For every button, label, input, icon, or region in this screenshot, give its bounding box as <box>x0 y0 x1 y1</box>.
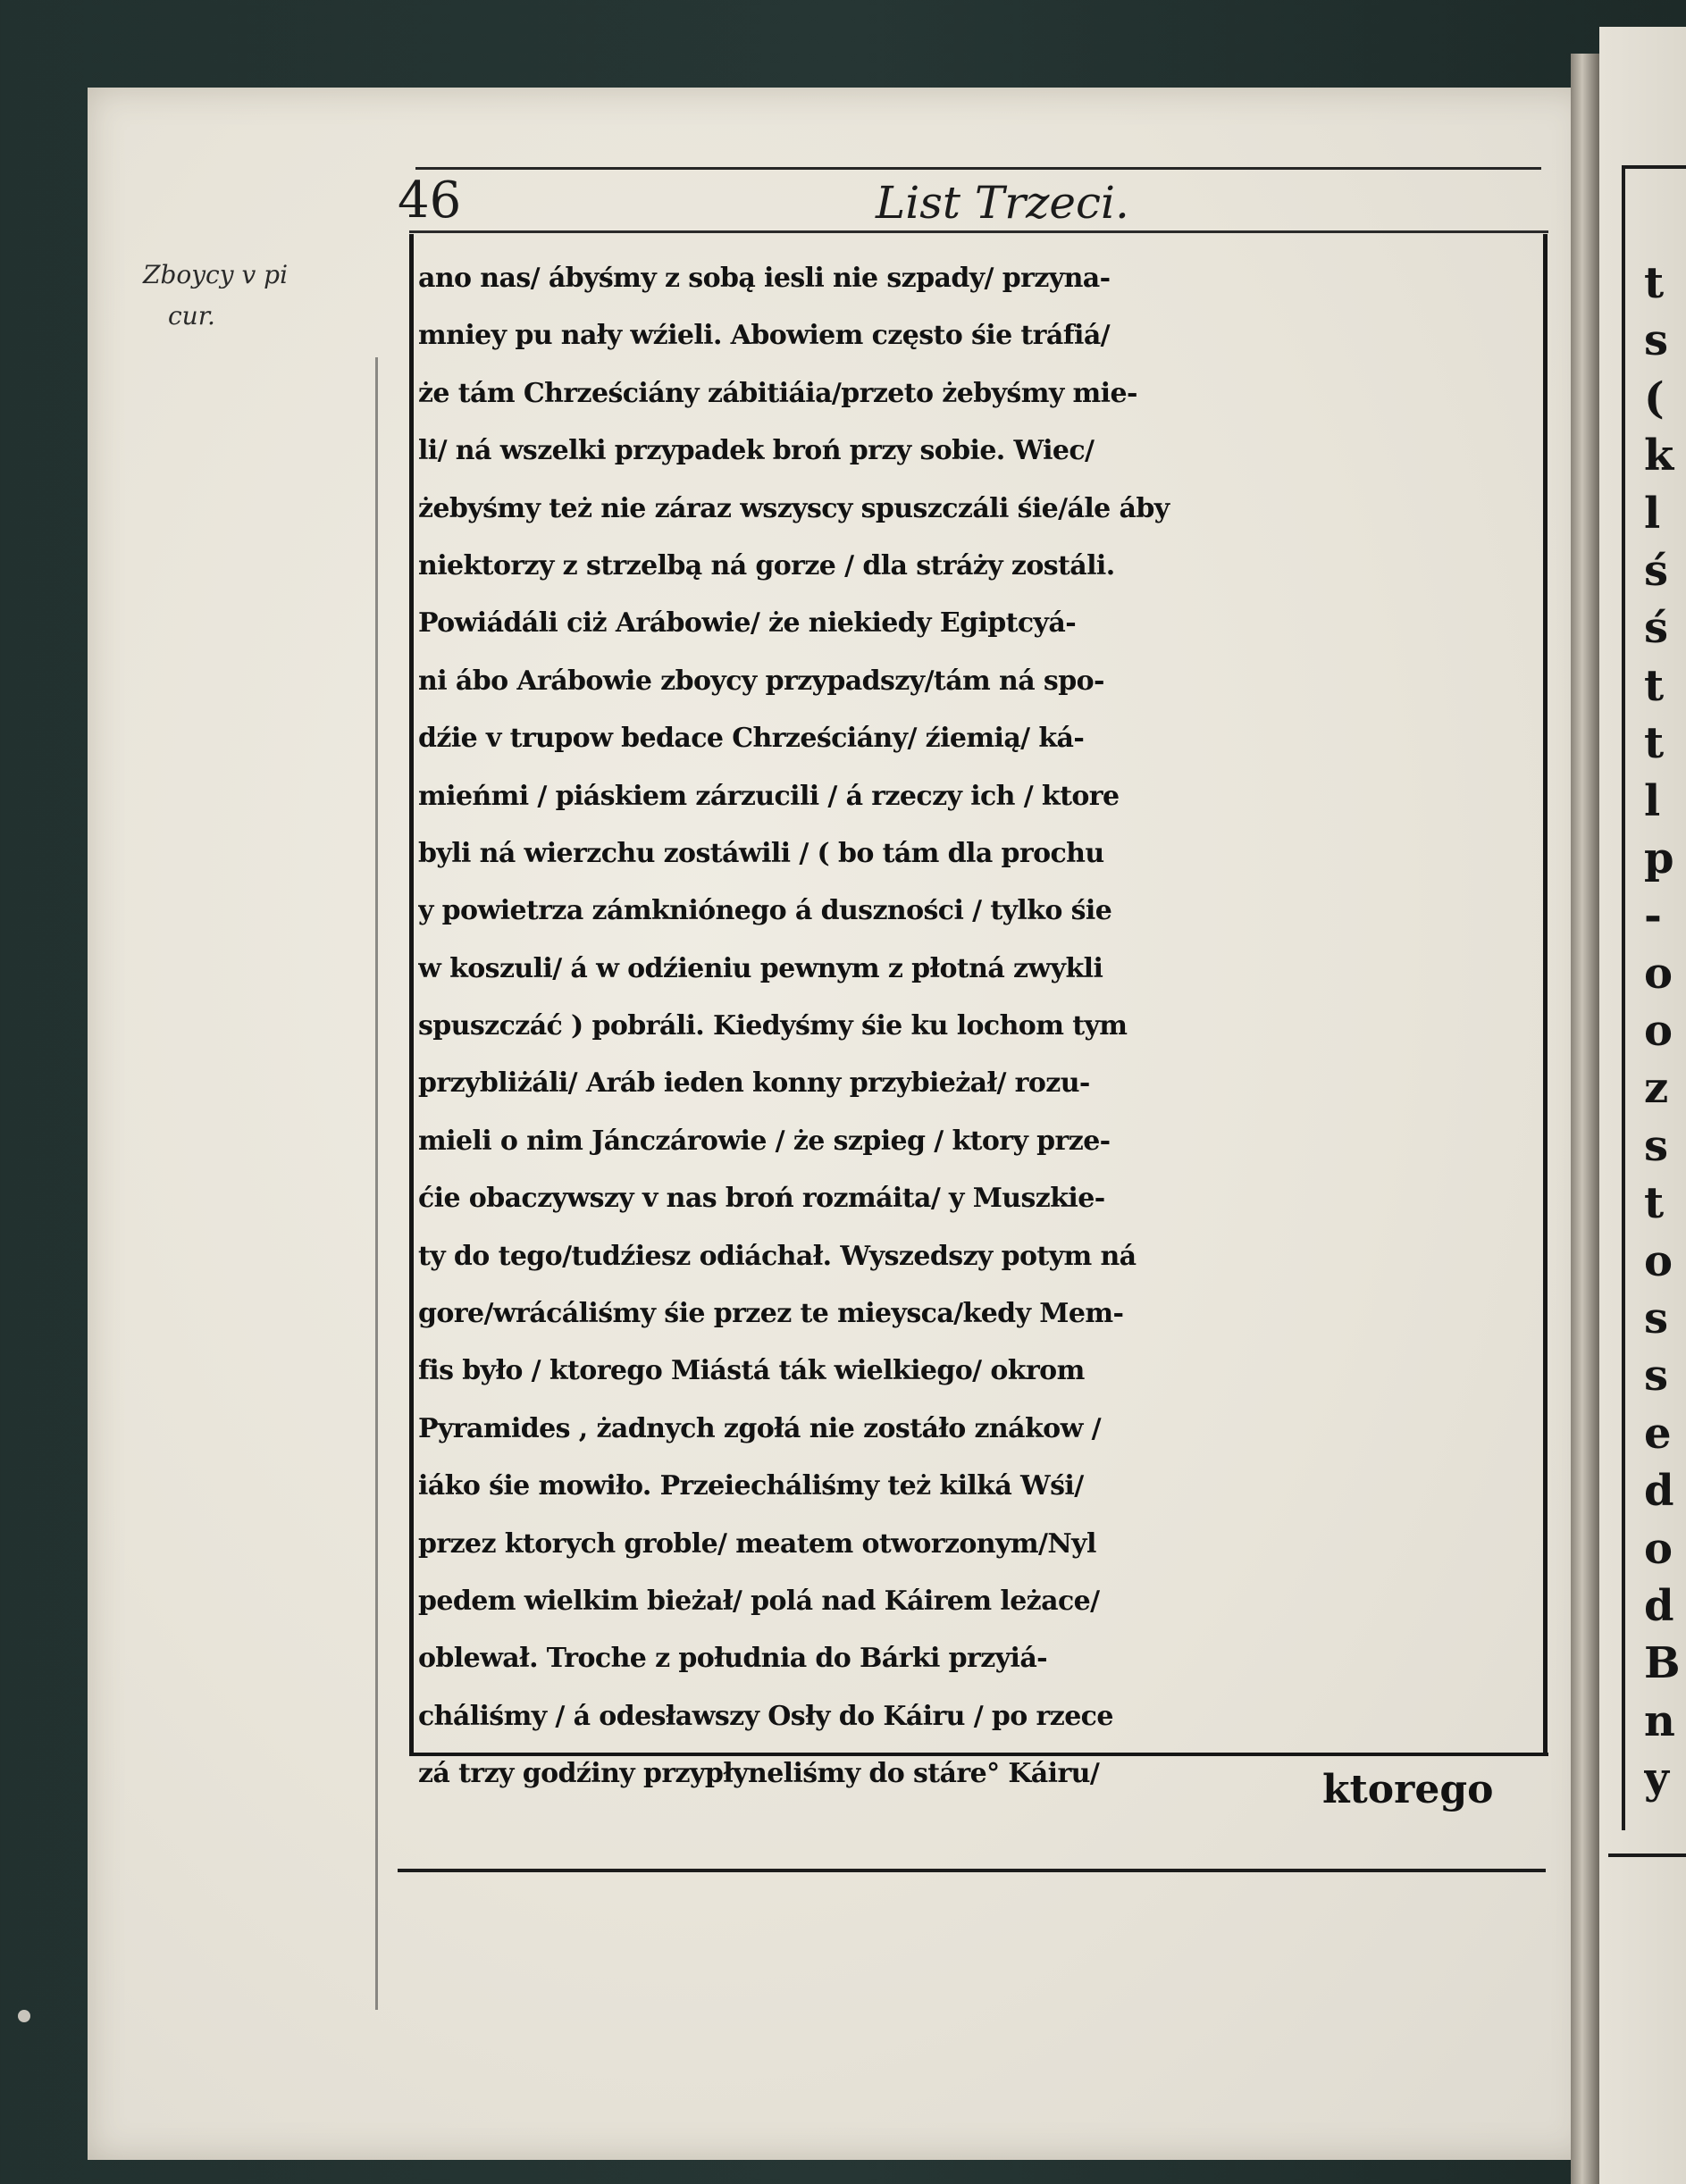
text-line: y powietrza zámkniónego á duszności / tylko śie <box>418 895 1112 927</box>
adjacent-page-char: s <box>1644 1351 1669 1402</box>
text-line: ano nas/ ábyśmy z sobą iesli nie szpady/ przyna- <box>418 263 1111 294</box>
catchword: ktorego <box>1322 1767 1494 1812</box>
adjacent-page-char: o <box>1644 1235 1673 1286</box>
running-title: List Trzeci. <box>876 177 1129 229</box>
text-frame-top <box>409 230 1548 233</box>
margin-note-line-1: Zboycy v pi <box>143 260 289 289</box>
text-line: przybliżáli/ Aráb ieden konny przybieżał/ rozu- <box>418 1067 1090 1100</box>
adjacent-page-char: o <box>1644 948 1673 999</box>
adjacent-page-rule <box>1608 1853 1686 1857</box>
text-line: iáko śie mowiło. Przeiecháliśmy też kilká Wśi/ <box>418 1470 1084 1502</box>
adjacent-page-char: t <box>1644 718 1665 769</box>
adjacent-page-char: t <box>1644 258 1665 308</box>
adjacent-page-char: o <box>1644 1006 1673 1057</box>
adjacent-page-char: l <box>1644 488 1661 539</box>
adjacent-page-char: n <box>1644 1695 1675 1746</box>
text-line: Powiádáli ciż Arábowie/ że niekiedy Egiptcyá- <box>418 607 1077 640</box>
text-line: gore/wrácáliśmy śie przez te mieysca/kedy Mem- <box>418 1298 1124 1330</box>
text-line: dźie v trupow bedace Chrześciány/ źiemią/ ká- <box>418 723 1085 755</box>
text-line: zá trzy godźiny przypłyneliśmy do stáre° Káiru/ <box>418 1758 1100 1790</box>
adjacent-page-char: s <box>1644 315 1669 366</box>
text-line: przez ktorych groble/ meatem otworzonym/Nyl <box>418 1527 1096 1560</box>
adjacent-page-char: d <box>1644 1466 1674 1517</box>
adjacent-page-char: ś <box>1644 545 1669 596</box>
margin-note-line-2: cur. <box>168 301 215 331</box>
edge-mark <box>18 2010 30 2022</box>
text-line: mniey pu nały wźieli. Abowiem często śie tráfiá/ <box>418 320 1111 352</box>
bottom-rule <box>398 1869 1546 1872</box>
text-line: oblewał. Troche z południa do Bárki przyiá- <box>418 1643 1048 1675</box>
text-line: ni ábo Arábowie zboycy przypadszy/tám ná spo- <box>418 665 1104 697</box>
adjacent-page-char: s <box>1644 1120 1669 1171</box>
adjacent-page-char: p <box>1644 833 1674 883</box>
text-line: pedem wielkim bieżał/ polá nad Káirem leżace/ <box>418 1585 1100 1617</box>
adjacent-page-char: s <box>1644 1293 1669 1344</box>
text-line: ćie obaczywszy v nas broń rozmáita/ y Muszkie- <box>418 1183 1105 1215</box>
adjacent-page-char: o <box>1644 1523 1673 1574</box>
text-line: spuszczáć ) pobráli. Kiedyśmy śie ku lochom tym <box>418 1010 1128 1042</box>
text-line: żebyśmy też nie záraz wszyscy spuszczáli śie/ále áby <box>418 492 1170 524</box>
text-line: byli ná wierzchu zostáwili / ( bo tám dla prochu <box>418 837 1104 869</box>
text-line: mieńmi / piáskiem zárzucili / á rzeczy ich / ktore <box>418 780 1120 812</box>
adjacent-page-char: y <box>1644 1753 1669 1804</box>
text-line: Pyramides , żadnych zgołá nie zostáło znákow / <box>418 1412 1102 1444</box>
text-line: że tám Chrześciány zábitiáia/przeto żebyśmy mie- <box>418 377 1137 409</box>
text-line: fis było / ktorego Miástá ták wielkiego/ okrom <box>418 1355 1085 1387</box>
text-line: w koszuli/ á w odźieniu pewnym z płotná zwykli <box>418 952 1103 984</box>
text-line: mieli o nim Jánczárowie / że szpieg / ktory prze- <box>418 1125 1111 1157</box>
adjacent-page-char: t <box>1644 660 1665 711</box>
text-line: cháliśmy / á odesławszy Osły do Káiru / po rzece <box>418 1700 1113 1732</box>
adjacent-page-char: e <box>1644 1408 1672 1459</box>
body-text <box>418 250 1526 1803</box>
adjacent-page-char: t <box>1644 1178 1665 1229</box>
text-line: ty do tego/tudźiesz odiáchał. Wyszedszy potym ná <box>418 1240 1137 1272</box>
margin-note <box>143 255 288 337</box>
adjacent-page-char: l <box>1644 775 1661 826</box>
adjacent-page-char: B <box>1644 1638 1681 1689</box>
adjacent-page-text <box>1644 255 1686 1808</box>
text-line: li/ ná wszelki przypadek broń przy sobie. Wiec/ <box>418 435 1095 467</box>
text-line: niektorzy z strzelbą ná gorze / dla stráży zostáli. <box>418 549 1115 582</box>
adjacent-page-char: ś <box>1644 603 1669 654</box>
page-number: 46 <box>398 172 462 230</box>
adjacent-page-char: k <box>1644 431 1674 481</box>
gutter-rule <box>375 357 378 2010</box>
adjacent-page-char: z <box>1644 1063 1669 1114</box>
adjacent-page-char: - <box>1644 891 1662 941</box>
book-spine <box>1571 54 1599 2184</box>
adjacent-page-char: d <box>1644 1580 1674 1631</box>
header-rule <box>415 167 1541 170</box>
adjacent-page-char: ( <box>1644 372 1665 423</box>
